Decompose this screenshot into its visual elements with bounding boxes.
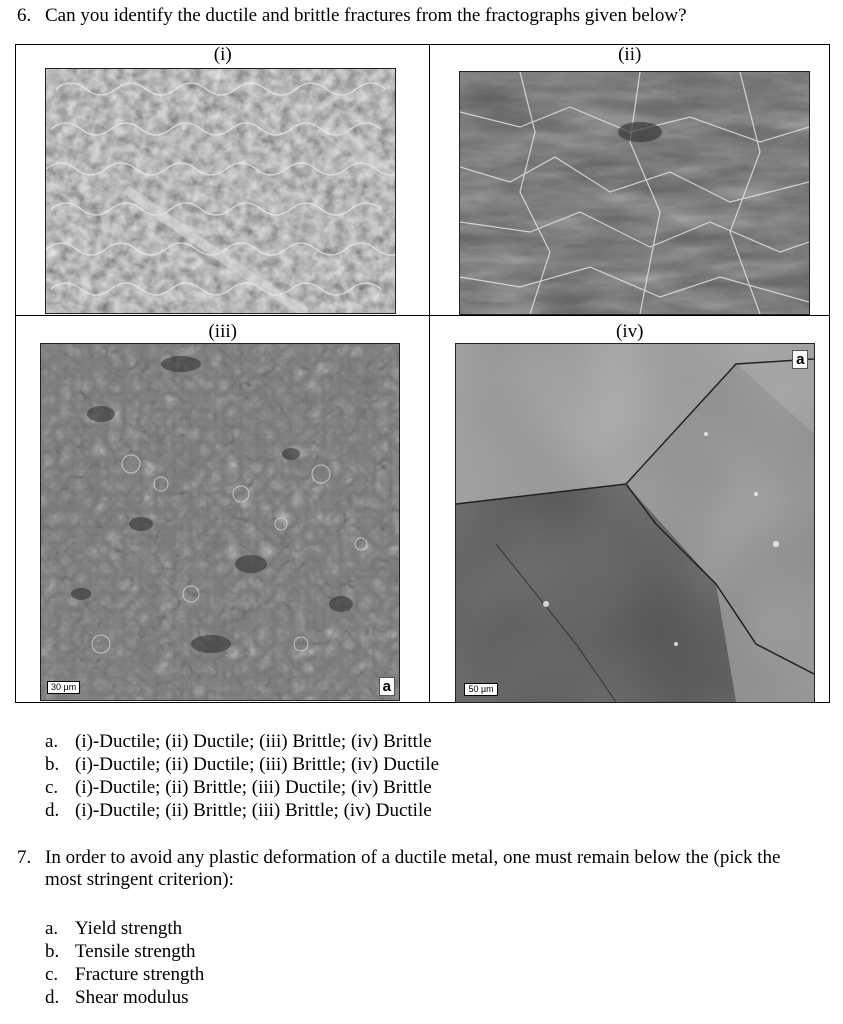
option-letter: a.	[45, 731, 59, 752]
option-text: (i)-Ductile; (ii) Ductile; (iii) Brittle; (iv) Brittle	[75, 731, 432, 752]
fractograph-image-3	[40, 343, 400, 701]
option-d[interactable]	[45, 986, 204, 1009]
option-d[interactable]	[45, 799, 439, 822]
option-letter: a.	[45, 918, 59, 939]
fractograph-image-1	[45, 68, 396, 314]
image-label: (iii)	[208, 321, 237, 342]
fractograph-grid	[15, 44, 830, 703]
option-text: Shear modulus	[75, 987, 189, 1008]
option-text: (i)-Ductile; (ii) Ductile; (iii) Brittle; (iv) Ductile	[75, 754, 440, 775]
option-c[interactable]	[45, 776, 439, 799]
option-b[interactable]	[45, 940, 204, 963]
image-cell-4	[430, 316, 830, 703]
option-b[interactable]	[45, 753, 439, 776]
option-text: Yield strength	[75, 918, 183, 939]
option-a[interactable]	[45, 917, 204, 940]
question-text: Can you identify the ductile and brittle fractures from the fractographs given below?	[45, 5, 687, 26]
option-text: (i)-Ductile; (ii) Brittle; (iii) Brittle; (iv) Ductile	[75, 800, 432, 821]
image-cell-1	[16, 45, 430, 316]
question-7-options	[45, 917, 204, 1009]
image-cell-2	[430, 45, 830, 316]
image-label: (iv)	[616, 321, 644, 342]
question-number: 6.	[17, 5, 32, 26]
fractograph-image-2	[459, 71, 810, 315]
question-text: In order to avoid any plastic deformation of a ductile metal, one must remain below the (pick the most stringent criterion):	[45, 847, 781, 890]
option-letter: d.	[45, 800, 60, 821]
option-text: (i)-Ductile; (ii) Brittle; (iii) Ductile; (iv) Brittle	[75, 777, 432, 798]
option-a[interactable]	[45, 730, 439, 753]
image-label: (ii)	[618, 44, 642, 65]
question-7	[17, 847, 817, 891]
option-letter: d.	[45, 987, 60, 1008]
option-text: Tensile strength	[75, 941, 196, 962]
option-letter: c.	[45, 777, 59, 798]
question-6	[17, 5, 687, 27]
question-6-options	[45, 730, 439, 822]
image-cell-3	[16, 316, 430, 703]
option-text: Fracture strength	[75, 964, 205, 985]
scale-bar: 50 µm	[464, 683, 497, 696]
image-label: (i)	[213, 44, 232, 65]
option-letter: c.	[45, 964, 59, 985]
option-c[interactable]	[45, 963, 204, 986]
image-tag: a	[792, 350, 808, 369]
image-tag: a	[379, 677, 395, 696]
option-letter: b.	[45, 754, 60, 775]
option-letter: b.	[45, 941, 60, 962]
fractograph-image-4	[455, 343, 815, 703]
question-number: 7.	[17, 847, 32, 868]
scale-bar: 30 µm	[47, 681, 80, 694]
